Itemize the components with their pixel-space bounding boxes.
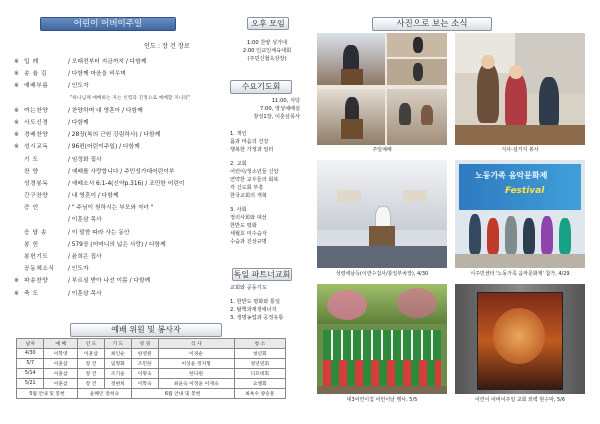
table-cell: 5/21 (17, 379, 44, 389)
photo-caption: 성령세남득(이연수집사/통일부차장), 4/30 (335, 271, 429, 277)
table-cell: 이상윤 정지형 (158, 359, 234, 369)
info-line: (주민신협옥상장) (247, 56, 287, 62)
required-standing-marker: ※ (14, 83, 19, 90)
order-label: 경배찬양 (24, 132, 49, 139)
required-standing-marker: ※ (14, 107, 19, 114)
order-label: 파송찬양 (24, 278, 49, 285)
order-item (14, 214, 264, 226)
afternoon-meeting-header: 오후 모임 (247, 17, 289, 30)
table-cell: 조기윤 (104, 369, 131, 379)
info-line: 정의사회와 대선 (230, 215, 267, 221)
order-label: 예배부름 (24, 83, 49, 90)
order-item (14, 105, 264, 117)
photo-caption: 대3어린이집 어린이날 행사, 5/5 (346, 397, 418, 403)
order-content: / 내 영혼이 / 다함께 (68, 193, 119, 200)
table-cell: 최인순 (104, 349, 131, 359)
table-cell: 한다원 (158, 369, 234, 379)
required-standing-marker: ※ (14, 144, 19, 151)
photo-caption: 어린이 어버이주일 교회 외벽 현수막, 5/6 (474, 397, 566, 403)
worship-leader: 인도 : 장 건 장로 (144, 43, 190, 50)
order-content: / 에베소서 6:1-4(신약p.316) / 조민한 어린이 (68, 180, 185, 187)
order-item (14, 190, 264, 202)
worship-title-header: 어린이 어버이주일 (40, 17, 176, 31)
info-line: 3. 생명농업과 공정유통 (230, 315, 284, 321)
order-content: / 579장 (어머니의 넓은 사랑) / 다함께 (68, 241, 166, 248)
order-label (24, 214, 68, 226)
order-label: 입 례 (24, 59, 39, 65)
order-content: / 찬양하며 내 영혼아 / 다함께 (68, 107, 143, 114)
required-standing-marker (14, 190, 24, 202)
required-standing-marker (14, 202, 24, 214)
table-cell: 요엘회 (234, 379, 285, 389)
info-line: 2:00 인교인체육대회 (242, 48, 292, 54)
photo-caption: 주일예배 (372, 147, 392, 153)
wednesday-prayer-header: 수요기도회 (230, 80, 292, 94)
order-content: / 이훈삼 목사 (68, 290, 102, 297)
church-banner-photo (455, 284, 585, 394)
table-row (17, 349, 286, 359)
order-item (14, 202, 264, 214)
order-item (14, 129, 264, 141)
table-header-cell: 성 경 (131, 339, 158, 349)
order-item (14, 263, 264, 275)
table-cell: 5/14 (17, 369, 44, 379)
table-cell: 6월 안내 및 봉헌 (131, 389, 234, 399)
table-cell: 장 건 (78, 379, 105, 389)
order-label: 찬 양 (24, 168, 39, 175)
table-header-cell: 예 배 (44, 339, 78, 349)
order-item (14, 68, 264, 80)
required-standing-marker: ※ (14, 278, 19, 285)
festival-poster-sub: Festival (505, 186, 545, 196)
info-line: 한반도 평화 (230, 223, 257, 229)
table-footer-row (17, 389, 286, 399)
table-cell: 최윤숙 이정윤 이재숙 (158, 379, 234, 389)
table-cell: 이훈삼 (44, 359, 78, 369)
table-cell: 청년연회 (234, 359, 285, 369)
required-standing-marker (14, 239, 24, 251)
afternoon-meeting-info (232, 39, 302, 63)
info-line: 세월호 미수습자 (230, 231, 267, 237)
order-label: 기 도 (24, 156, 39, 163)
order-item (14, 227, 264, 239)
table-cell: 한영원 (131, 349, 158, 359)
table-cell: 청년회 (234, 349, 285, 359)
festival-photo (455, 160, 585, 268)
table-header-cell: 날자 (17, 339, 44, 349)
order-content: / 다함께 (68, 119, 89, 126)
info-line: 몸과 마음의 건강 (230, 139, 269, 145)
wednesday-prayer-info (240, 97, 300, 121)
required-standing-marker (14, 93, 68, 105)
service-committee-table (16, 338, 286, 399)
order-label: 응 답 송 (24, 229, 47, 236)
info-line: 2. 탈핵과재생에너지 (230, 307, 277, 313)
order-item (14, 141, 264, 153)
order-item (14, 166, 264, 178)
table-header-cell: 청 소 (234, 339, 285, 349)
table-cell: 윤혜인 장희숙 (78, 389, 132, 399)
order-item (14, 117, 264, 129)
required-standing-marker (14, 263, 24, 275)
childrens-day-photo (317, 284, 447, 394)
service-committee-header: 예배 위원 및 봉사자 (70, 323, 222, 337)
order-label: 송 율 김 (24, 71, 47, 78)
table-cell: 이명숙 (131, 369, 158, 379)
order-content: / 임정화 집사 (68, 156, 102, 163)
photo-caption: 식사-설거지 봉사 (501, 147, 539, 153)
table-cell: 4/30 (17, 349, 44, 359)
required-standing-marker (14, 251, 24, 263)
table-header-cell: 식 사 (158, 339, 234, 349)
order-label: 간구찬양 (24, 193, 49, 200)
info-line: 연약한 교우들의 회복 (230, 177, 279, 183)
order-content: / 28장(복의 근원 강림하사) / 다함께 (68, 132, 161, 139)
info-line: 교회와 공동기도 (230, 285, 267, 291)
order-content: / 인도자 (68, 266, 89, 273)
order-label: 축 도 (24, 290, 39, 297)
order-label: 성경봉독 (24, 180, 49, 187)
order-content: / 윤희은 집사 (68, 254, 102, 260)
table-header-row (17, 339, 286, 349)
table-cell: 5/7 (17, 359, 44, 369)
order-content: "하나님께 예배하는 자는 신령과 진정으로 예배할 지니라" (70, 95, 191, 101)
order-item (14, 93, 264, 105)
required-standing-marker (14, 227, 24, 239)
info-line: 수습과 진상규명 (230, 239, 267, 245)
order-item (14, 275, 264, 287)
table-cell: 장 건 (78, 369, 105, 379)
table-row (17, 379, 286, 389)
table-cell: 이학숙 (131, 379, 158, 389)
table-cell: 정현희 (104, 379, 131, 389)
order-content: / 오래전부터 지금까지 / 다함께 (68, 59, 147, 65)
order-item (14, 239, 264, 251)
info-line: 7:00, 영성예배실 (259, 106, 300, 112)
partner-church-prayer (230, 284, 302, 322)
required-standing-marker: ※ (14, 290, 19, 297)
table-row (17, 369, 286, 379)
prayer-topics (230, 130, 300, 246)
table-cell: 조민한 (131, 359, 158, 369)
table-cell: 이경순 (158, 349, 234, 359)
order-content: / 부르심 받아 나선 이몸 / 다함께 (68, 278, 151, 285)
table-cell: 이훈삼 (44, 379, 78, 389)
required-standing-marker (14, 178, 24, 190)
table-cell: 임형화 (104, 359, 131, 369)
table-row (17, 359, 286, 369)
order-label: 공동체소식 (24, 266, 55, 273)
order-label: 성시교독 (24, 144, 49, 151)
festival-poster-title: 노동가족 음악문화제 (475, 171, 548, 180)
meal-service-photo (455, 33, 585, 145)
order-item (14, 80, 264, 92)
info-line: 각 신도회 부흥 (230, 185, 264, 191)
table-cell: 최옥수 양승훈 (234, 389, 285, 399)
required-standing-marker (14, 214, 24, 226)
table-header-cell: 인 도 (78, 339, 105, 349)
order-item (14, 56, 264, 68)
order-content: / 이 말씀 따라 사는 동안 (68, 229, 130, 236)
table-cell: 이학영 (44, 349, 78, 359)
info-line: 2. 교회 (230, 161, 247, 167)
required-standing-marker: ※ (14, 119, 19, 126)
info-line: 3. 사회 (230, 207, 247, 213)
order-item (14, 154, 264, 166)
order-content: / 예배를 사랑합니다 / 주민성가대어린이부 (68, 168, 175, 175)
order-label: 봉헌기도 (24, 254, 49, 260)
required-standing-marker (14, 154, 24, 166)
info-line: 어린이/청소년들 신앙 (230, 169, 279, 175)
table-cell: 5월 안내 및 봉헌 (17, 389, 78, 399)
order-content: / 인도자 (68, 83, 89, 90)
sunday-worship-photo (317, 33, 447, 145)
order-content: / 이훈삼 목사 (68, 217, 102, 224)
order-label: 봉 헌 (24, 241, 39, 248)
photo-news-header: 사진으로 보는 소식 (372, 17, 492, 31)
info-line: 1:00 찬양 성가대 (246, 40, 287, 46)
worship-order-list (14, 56, 264, 300)
info-line: 행복한 가정과 일터 (230, 147, 274, 153)
info-line: 창성1장, 이훈삼목사 (253, 114, 300, 120)
required-standing-marker (14, 166, 24, 178)
order-item (14, 288, 264, 300)
order-content: / 96편(어린이주일) / 다함께 (68, 144, 140, 151)
info-line: 한국교회의 개혁 (230, 193, 267, 199)
info-line: 1. 개인 (230, 131, 247, 137)
info-line: 1. 한반도 평화와 통일 (230, 299, 280, 305)
table-cell: 이훈삼 (44, 369, 78, 379)
photo-caption: 이주민센터 '노동가족 음악문화제' 참가, 4/29 (470, 271, 570, 277)
required-standing-marker: ※ (14, 71, 19, 78)
partner-church-header: 독일 파트너교회 (233, 270, 291, 279)
order-label: 여는찬양 (24, 107, 49, 114)
order-content: / 다함께 마음을 비우며 (68, 71, 126, 78)
required-standing-marker: ※ (14, 132, 19, 139)
speaker-service-photo (317, 160, 447, 268)
order-item (14, 178, 264, 190)
order-item (14, 251, 264, 263)
table-cell: 장 건 (78, 359, 105, 369)
table-cell: 이훈삼 (78, 349, 105, 359)
table-cell: 디모데회 (234, 369, 285, 379)
required-standing-marker: ※ (14, 59, 19, 65)
order-label: 사도신경 (24, 119, 49, 126)
info-line: 11:00, 식당 (271, 98, 300, 104)
order-content: / " 주님이 원하시는 부모와 자녀 " (68, 205, 154, 212)
table-header-cell: 기 도 (104, 339, 131, 349)
order-label: 증 언 (24, 205, 39, 212)
